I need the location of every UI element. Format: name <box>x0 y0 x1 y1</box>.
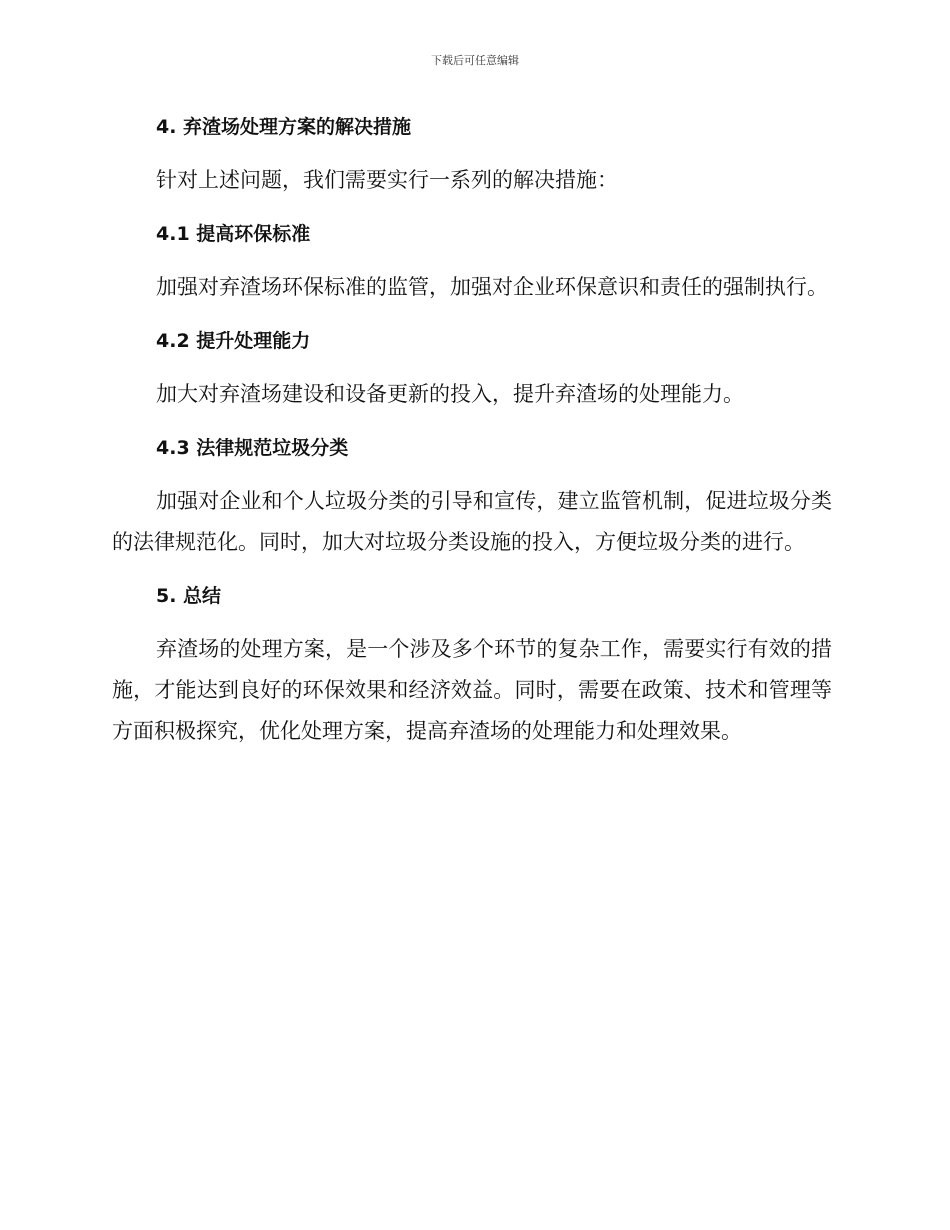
section-paragraph-solutions: 针对上述问题，我们需要实行一系列的解决措施： <box>156 168 618 192</box>
page-header: 下载后可任意编辑 <box>431 54 519 67</box>
document-body <box>112 108 832 752</box>
section-paragraph-summary: 弃渣场的处理方案，是一个涉及多个环节的复杂工作，需要实行有效的措施，才能达到良好的环保效果和经济效益。同时，需要在政策、技术和管理等方面积极探究，优化处理方案，提高弃渣场的处理能力和处理效果。 <box>112 637 832 743</box>
section-paragraph-waste-sorting: 加强对企业和个人垃圾分类的引导和宣传，建立监管机制，促进垃圾分类的法律规范化。同时，加大对垃圾分类设施的投入，方便垃圾分类的进行。 <box>112 489 832 554</box>
section-heading-waste-sorting: 4.3 法律规范垃圾分类 <box>156 437 349 459</box>
section-heading-env-standards: 4.1 提高环保标准 <box>156 223 311 245</box>
section-heading-capacity: 4.2 提升处理能力 <box>156 330 311 352</box>
section-heading-summary: 5. 总结 <box>156 585 222 607</box>
section-paragraph-env-standards: 加强对弃渣场环保标准的监管，加强对企业环保意识和责任的强制执行。 <box>156 275 828 299</box>
section-paragraph-capacity: 加大对弃渣场建设和设备更新的投入，提升弃渣场的处理能力。 <box>156 382 744 406</box>
section-heading-solutions: 4. 弃渣场处理方案的解决措施 <box>156 116 412 138</box>
